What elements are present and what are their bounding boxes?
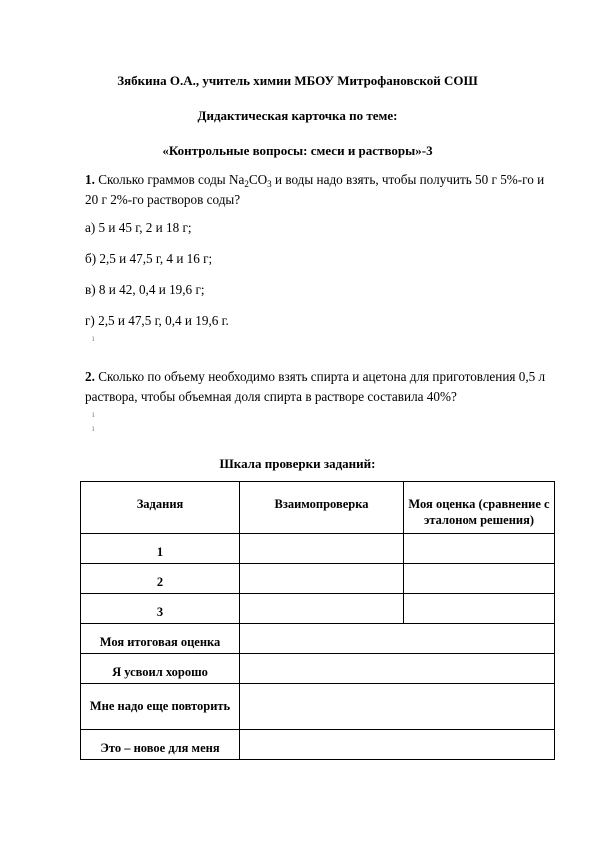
question-1-text-after: и воды надо взять, чтобы получить 50 г 5%-го и 20 г 2%-го растворов соды?	[85, 172, 545, 207]
summary-value-cell[interactable]	[240, 730, 555, 760]
column-header-peer-check: Взаимопроверка	[240, 482, 404, 534]
table-row	[81, 534, 555, 564]
question-1-sub1: 2	[244, 179, 249, 189]
topic-line: «Контрольные вопросы: смеси и растворы»-3	[162, 143, 433, 158]
summary-value-cell[interactable]	[240, 624, 555, 654]
peer-check-cell[interactable]	[240, 564, 404, 594]
task-number-cell: 1	[81, 534, 240, 564]
summary-label-cell: Это – новое для меня	[81, 730, 240, 760]
question-1	[85, 170, 555, 210]
task-number-cell: 3	[81, 594, 240, 624]
task-number-cell: 2	[81, 564, 240, 594]
summary-value-cell[interactable]	[240, 684, 555, 730]
author-line: Зябкина О.А., учитель химии МБОУ Митрофановской СОШ	[117, 73, 478, 88]
self-grade-cell[interactable]	[404, 564, 555, 594]
scale-title: Шкала проверки заданий:	[219, 456, 376, 471]
table-row	[81, 624, 555, 654]
table-row	[81, 594, 555, 624]
margin-mark: ı	[92, 333, 95, 343]
question-1-text-before: Сколько граммов соды Na	[94, 172, 245, 187]
table-row	[81, 654, 555, 684]
card-line: Дидактическая карточка по теме:	[197, 108, 398, 123]
margin-mark: ı	[92, 423, 95, 433]
option-d: г) 2,5 и 47,5 г, 0,4 и 19,6 г.	[85, 313, 229, 328]
peer-check-cell[interactable]	[240, 534, 404, 564]
question-1-sub2: 3	[267, 179, 272, 189]
option-c: в) 8 и 42, 0,4 и 19,6 г;	[85, 282, 205, 297]
table-row	[81, 730, 555, 760]
question-2	[85, 367, 555, 407]
table-row	[81, 564, 555, 594]
option-a: а) 5 и 45 г, 2 и 18 г;	[85, 220, 192, 235]
question-1-number: 1.	[85, 172, 95, 187]
question-2-text: Сколько по объему необходимо взять спирта и ацетона для приготовления 0,5 л раствора, чтобы объемная доля спирта в растворе составила 40%?	[85, 369, 546, 404]
summary-label-cell: Моя итоговая оценка	[81, 624, 240, 654]
margin-mark: ı	[92, 409, 95, 419]
column-header-tasks: Задания	[81, 482, 240, 534]
column-header-self-grade: Моя оценка (сравнение с эталоном решения)	[404, 482, 555, 534]
summary-label-cell: Я усвоил хорошо	[81, 654, 240, 684]
question-2-number: 2.	[85, 369, 95, 384]
summary-value-cell[interactable]	[240, 654, 555, 684]
summary-label-cell: Мне надо еще повторить	[81, 684, 240, 730]
self-grade-cell[interactable]	[404, 534, 555, 564]
peer-check-cell[interactable]	[240, 594, 404, 624]
question-1-text-mid: CO	[248, 172, 268, 187]
option-b: б) 2,5 и 47,5 г, 4 и 16 г;	[85, 251, 213, 266]
table-header-row	[81, 482, 555, 534]
assessment-table	[80, 481, 555, 760]
self-grade-cell[interactable]	[404, 594, 555, 624]
table-row	[81, 684, 555, 730]
